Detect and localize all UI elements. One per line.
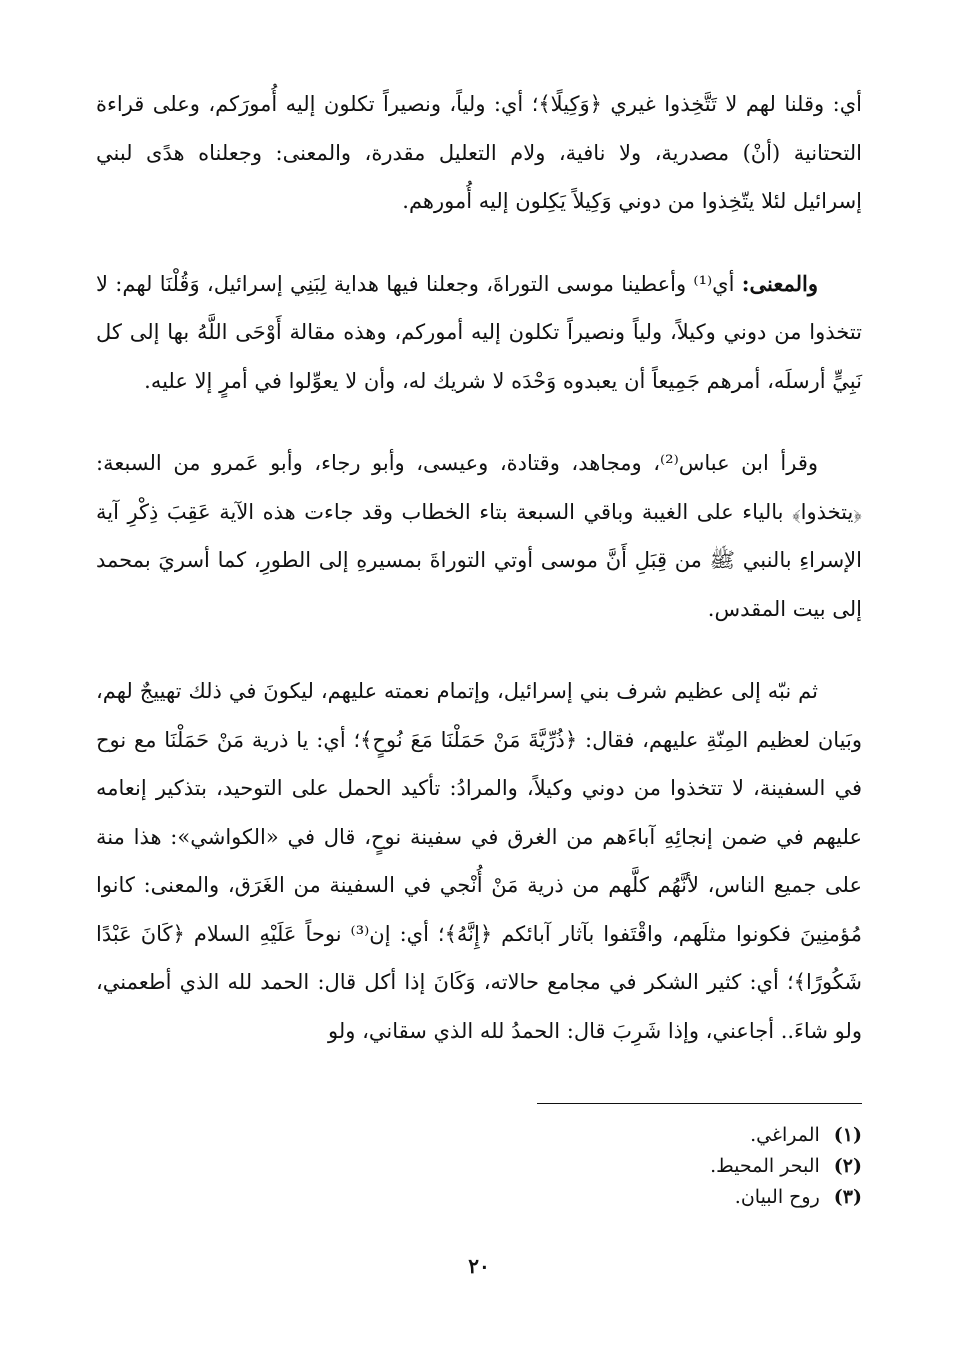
paragraph-3: وقرأ ابن عباس⁽²⁾، ومجاهد، وقتادة، وعيسى، وأبو رجاء، وأبو عَمرو من السبعة: ﴿يتخذوا﴾ بالياء على الغيبة وباقي السبعة بتاء الخطاب وقد جاءت هذه الآية عَقِبَ ذِكْرِ آية الإسراءِ بالنبي ﷺ من قِبَلِ أَنَّ موسى أوتي التوراةَ بمسيرهِ إلى الطورِ، كما أسريَ بمحمد إلى بيت المقدس. xyxy=(96,451,862,621)
paragraph-gap xyxy=(96,405,862,439)
footnote-text: المراغي. xyxy=(750,1124,820,1146)
footnote-item xyxy=(462,1120,862,1151)
footnote-number: (١) xyxy=(833,1124,862,1146)
page-number: ٢٠ xyxy=(468,1254,490,1278)
footnote-separator xyxy=(537,1103,862,1104)
paragraph-2-lead: والمعنى: xyxy=(741,270,818,296)
paragraph-4: ثم نبّه إلى عظيم شرف بني إسرائيل، وإتمام نعمته عليهم، ليكونَ في ذلك تهييجٌ لهم، وبَيان لعظيم المِنّةِ عليهم، فقال: ﴿ذُرِّيَّةَ مَنْ حَمَلْنَا مَعَ نُوحٍ﴾؛ أي: يا ذرية مَنْ حَمَلْنَا مع نوح في السفينة، لا تتخذوا من دوني وكيلاً، والمرادُ: تأكيد الحمل على التوحيد، بتذكير إنعامه عليهم في ضمن إنجائِهِ آباءَهم من الغرق في سفينة نوحٍ، قال في «الكواشي»: هذا منة على جميع الناس، لأنَّهُم كلَّهم من ذرية مَنْ أُنْجي في السفينة من الغَرَق، والمعنى: كانوا مُؤمنِينَ فكونوا مثلَهم، واقْتَفوا بآثار آبائكم ﴿إِنَّهُ﴾؛ أي: إن⁽³⁾ نوحاً عَلَيْهِ السلام ﴿كَانَ عَبْدًا شَكُورًا﴾؛ أي: كثير الشكر في مجامع حالاته، وَكَانَ إذا أكل قال: الحمد لله الذي أطعمني، ولو شاءَ.. أجاعني، وإذا شَرِبَ قال: الحمدُ لله الذي سقاني، ولو xyxy=(96,679,862,1043)
footnote-item xyxy=(462,1182,862,1213)
footnote-item xyxy=(462,1151,862,1182)
paragraph-gap xyxy=(96,633,862,667)
paragraph-1: أي: وقلنا لهم لا تَتَّخِذوا غيري ﴿وَكِيلًا﴾؛ أي: ولياً، ونصيراً تكلون إليه أُمورَكم، وعلى قراءة التحتانية (أنْ) مصدرية، ولا نافية، ولام التعليل مقدرة، والمعنى: وجعلناه هدًى لبني إسرائيل لئلا يتّخِذوا من دوني وَكِيلاً يَكِلون إليه أُمورهم. xyxy=(96,92,862,213)
paragraph-2-body: أي⁽¹⁾ وأعطينا موسى التوراةَ، وجعلنا فيها هداية لِبَنِي إسرائيل، وَقُلْنَا لهم: لا تتخذوا من دوني وكيلاً، ولياً ونصيراً تكلون إليه أموركم، وهذه مقالة أَوْحَى اللَّهُ بها إلى كل نَبِيٍّ أرسلَه، أمرهم جَمِيعاً أن يعبدوه وَحْدَه لا شريك له، وأن لا يعوِّلوا في أمرٍ إلا عليه. xyxy=(96,271,862,393)
footnote-text: روح البيان. xyxy=(734,1186,820,1208)
footnotes xyxy=(462,1120,862,1213)
footnote-number: (٢) xyxy=(833,1155,862,1177)
footnote-text: البحر المحيط. xyxy=(710,1155,820,1177)
paragraph-2 xyxy=(96,260,862,406)
page-body xyxy=(96,80,862,1055)
footnote-number: (٣) xyxy=(833,1186,862,1208)
paragraph-gap xyxy=(96,226,862,260)
